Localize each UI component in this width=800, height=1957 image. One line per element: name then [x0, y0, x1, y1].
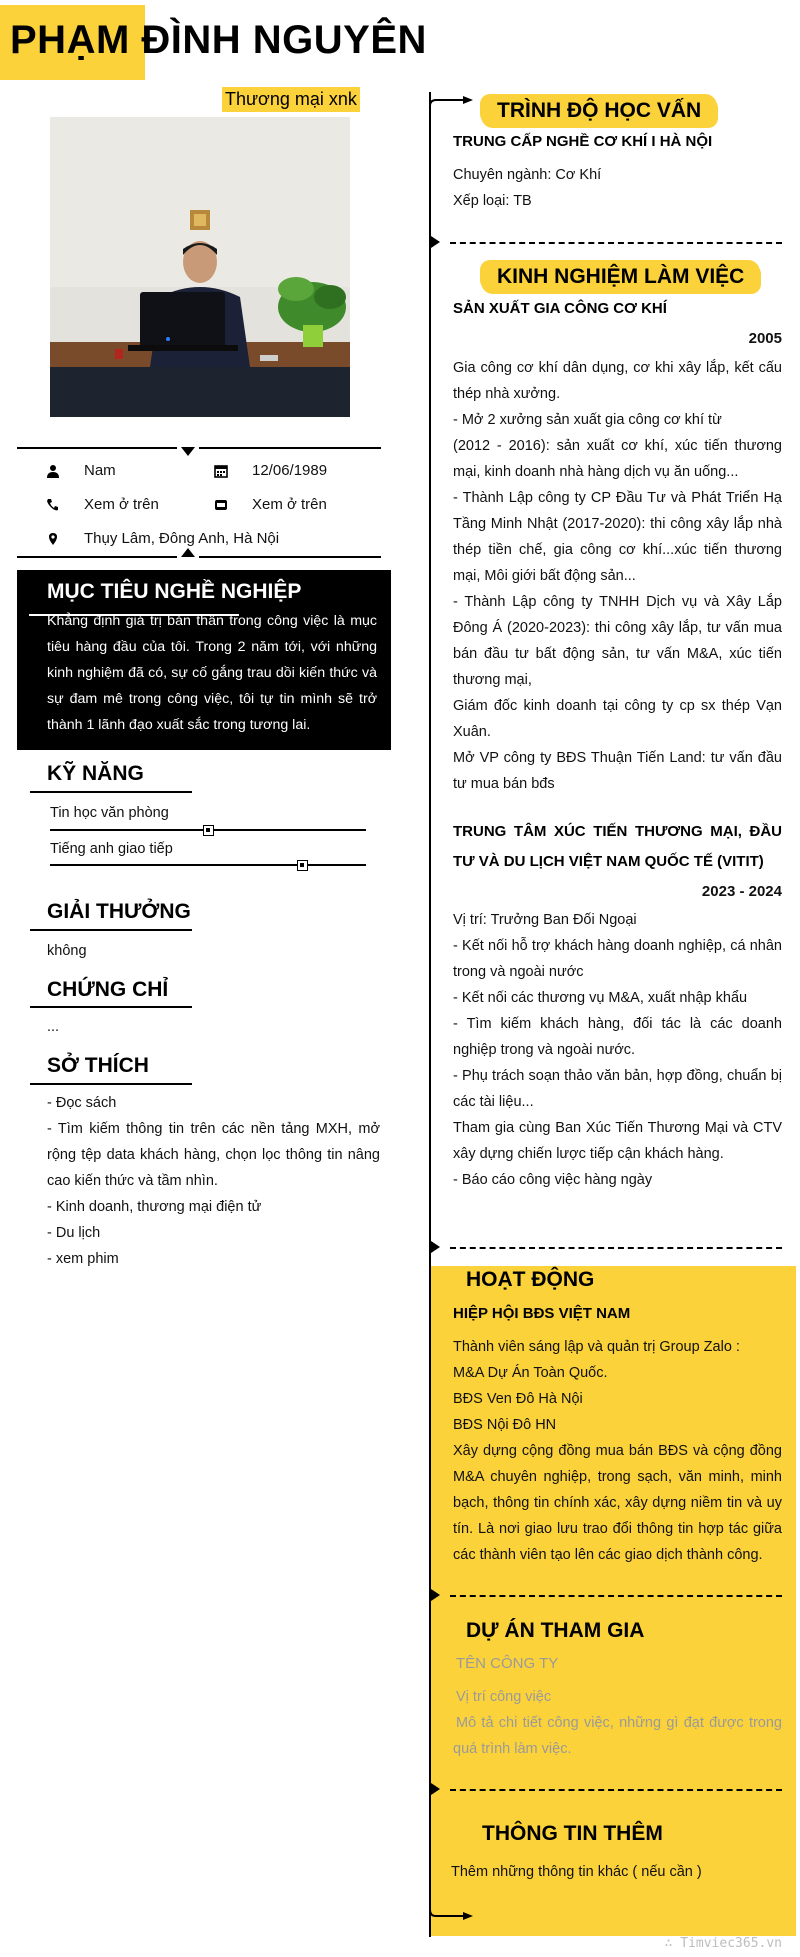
project-description-field[interactable]: Mô tả chi tiết công việc, những gì đạt được trong quá trình làm việc. [453, 1715, 782, 1757]
job-description [453, 907, 782, 1193]
info-email [210, 496, 327, 513]
awards-underline [30, 929, 192, 931]
logo-icon: ∴ [664, 1936, 681, 1951]
hobbies-underline [30, 1083, 192, 1085]
activity-line: M&A Dự Án Toàn Quốc. [453, 1365, 608, 1381]
job-line: - Kết nối các thương vụ M&A, xuất nhập khẩu [453, 990, 748, 1006]
phone-value: Xem ở trên [84, 496, 159, 513]
job-company: TRUNG TÂM XÚC TIẾN THƯƠNG MẠI, ĐẦU TƯ VÀ DU LỊCH VIỆT NAM QUỐC TẾ (VITIT) [453, 823, 782, 870]
experience-title: KINH NGHIỆM LÀM VIỆC [483, 262, 758, 292]
info-divider-bottom-right [199, 556, 381, 558]
certificates-title: CHỨNG CHỈ [47, 978, 169, 1001]
email-icon [210, 498, 232, 512]
info-phone [42, 496, 159, 513]
hobby-line: - Tìm kiếm thông tin trên các nền tảng MXH, mở rộng tệp data khách hàng, chọn lọc thông tin nâng cao kiến thức và tầm nhìn. [47, 1121, 380, 1189]
position-title: Thương mại xnk [222, 87, 360, 112]
info-divider-notch-bottom [181, 548, 195, 557]
job-line: Gia công cơ khí dân dụng, cơ khi xây lắp, kết cấu thép nhà xưởng. [453, 360, 782, 402]
section-divider [450, 242, 782, 244]
certificates-underline [30, 1006, 192, 1008]
job-description [453, 355, 782, 797]
project-role-field[interactable]: Vị trí công việc [456, 1689, 552, 1705]
awards-text: không [47, 943, 87, 959]
skill-bar [50, 864, 366, 866]
more-info-title: THÔNG TIN THÊM [482, 1822, 663, 1845]
job-year: 2005 [748, 330, 782, 347]
job-line: - Thành Lập công ty TNHH Dịch vụ và Xây Lắp Đông Á (2020-2023): thi công xây lắp, tư vấn mua bán đầu tư bất động sản, tư vấn M&A, xúc tiến thương mại, [453, 594, 782, 688]
info-divider-top-right [199, 447, 381, 449]
timeline-line [429, 92, 431, 1937]
activities-title: HOẠT ĐỘNG [466, 1268, 595, 1291]
job-line: - Báo cáo công việc hàng ngày [453, 1172, 653, 1188]
job-line: - Tìm kiếm khách hàng, đối tác là các doanh nghiệp trong và ngoài nước. [453, 1016, 782, 1058]
awards-title: GIẢI THƯỞNG [47, 900, 191, 923]
education-details [453, 162, 782, 214]
phone-icon [42, 498, 64, 512]
hobbies-title: SỞ THÍCH [47, 1054, 149, 1077]
job-line: (2012 - 2016): sản xuất cơ khí, xúc tiến thương mại, kinh doanh nhà hàng dịch vụ ăn uống... [453, 438, 782, 480]
calendar-icon [210, 464, 232, 478]
skill-level-marker [297, 860, 308, 871]
project-company-field[interactable]: TÊN CÔNG TY [456, 1655, 559, 1672]
skills-underline [30, 791, 192, 793]
gender-value: Nam [84, 462, 116, 479]
info-address [42, 530, 279, 547]
info-divider-bottom-left [17, 556, 177, 558]
info-divider-notch-top [181, 447, 195, 456]
activity-line: BĐS Nội Đô HN [453, 1417, 557, 1433]
section-divider [450, 1595, 782, 1597]
hobbies-list [47, 1090, 380, 1272]
job-line: - Kết nối hỗ trợ khách hàng doanh nghiệp, cá nhân trong và ngoài nước [453, 938, 782, 980]
user-icon [42, 464, 64, 478]
career-objective-section [17, 570, 391, 750]
job-line: - Thành Lập công ty CP Đầu Tư và Phát Triển Hạ Tầng Minh Nhật (2017-2020): thi công xây lắp nhà thép tiền chế, gia công cơ khí...xúc tiến thương mại, Môi giới bất động sản... [453, 490, 782, 584]
education-line: Chuyên ngành: Cơ Khí [453, 167, 602, 183]
section-divider [450, 1789, 782, 1791]
timeline-arrow-top [429, 96, 475, 126]
education-header [483, 96, 715, 126]
address-value: Thụy Lâm, Đông Anh, Hà Nội [84, 530, 280, 547]
footer-brand: Timviec365.vn [680, 1936, 782, 1951]
activity-line: Thành viên sáng lập và quản trị Group Zalo : [453, 1339, 740, 1355]
objective-text: Khẳng định giá trị bản thân trong công việc là mục tiêu hàng đầu của tôi. Trong 2 năm tới, với những kinh nghiệm đã có, sự cố gắng trau dồi kiến thức và sự đam mê trong công việc, tôi tự tin mình sẽ trở thành 1 lãnh đạo xuất sắc trong tương lai. [47, 613, 377, 733]
hobby-line: - xem phim [47, 1251, 119, 1267]
projects-title: DỰ ÁN THAM GIA [466, 1619, 645, 1642]
skill-name: Tin học văn phòng [50, 805, 169, 821]
hobby-line: - Đọc sách [47, 1095, 117, 1111]
education-title: TRÌNH ĐỘ HỌC VẤN [483, 96, 715, 126]
experience-header [483, 262, 758, 292]
info-gender [42, 462, 116, 479]
education-line: Xếp loại: TB [453, 193, 532, 209]
hobby-line: - Kinh doanh, thương mại điện tử [47, 1199, 262, 1215]
job-line: - Phụ trách soạn thảo văn bản, hợp đồng, chuẩn bị các tài liệu... [453, 1068, 782, 1110]
objective-title: MỤC TIÊU NGHỀ NGHIỆP [47, 580, 302, 603]
job-line: Giám đốc kinh doanh tại công ty cp sx thép Vạn Xuân. [453, 698, 782, 740]
hobby-line: - Du lịch [47, 1225, 101, 1241]
timeline-arrow-bottom [429, 1896, 475, 1926]
job-line: - Mở 2 xưởng sản xuất gia công cơ khí từ [453, 412, 722, 428]
activity-line: BĐS Ven Đô Hà Nội [453, 1391, 583, 1407]
skill-level-marker [203, 825, 214, 836]
timeline-marker [431, 1589, 440, 1601]
info-divider-top-left [17, 447, 177, 449]
more-info-text[interactable]: Thêm những thông tin khác ( nếu cần ) [451, 1864, 702, 1880]
birthday-value: 12/06/1989 [252, 462, 328, 479]
skills-title: KỸ NĂNG [47, 762, 144, 785]
skill-name: Tiếng anh giao tiếp [50, 841, 173, 857]
section-divider [450, 1247, 782, 1249]
info-birthday [210, 462, 327, 479]
job-year: 2023 - 2024 [701, 883, 782, 900]
certificates-text: ... [47, 1019, 60, 1035]
job-line: Vị trí: Trưởng Ban Đối Ngoại [453, 912, 637, 928]
job-line: Tham gia cùng Ban Xúc Tiến Thương Mại và CTV xây dựng chiến lược tiếp cận khách hàng. [453, 1120, 782, 1162]
job-company: SẢN XUẤT GIA CÔNG CƠ KHÍ [453, 300, 667, 317]
job-line: Mở VP công ty BĐS Thuận Tiến Land: tư vấn đầu tư mua bán bđs [453, 750, 782, 792]
education-school: TRUNG CẤP NGHỀ CƠ KHÍ I HÀ NỘI [453, 133, 713, 150]
activity-line: Xây dựng cộng đồng mua bán BĐS và cộng đồng M&A chuyên nghiệp, trong sạch, văn minh, minh bạch, thông tin chính xác, xây dựng niềm tin và uy tín. Là nơi giao lưu trao đổi thông tin hợp tác giữa các thành viên tạo lên các giao dịch thành công. [453, 1443, 782, 1563]
activities-org: HIỆP HỘI BĐS VIỆT NAM [453, 1305, 631, 1322]
timeline-marker [431, 1241, 440, 1253]
email-value: Xem ở trên [252, 496, 327, 513]
map-pin-icon [42, 532, 64, 546]
timeline-marker [431, 236, 440, 248]
timeline-marker [431, 1783, 440, 1795]
activities-description [453, 1334, 782, 1568]
candidate-name: PHẠM ĐÌNH NGUYÊN [10, 18, 427, 62]
profile-photo [50, 117, 350, 417]
footer-watermark [665, 1936, 782, 1951]
